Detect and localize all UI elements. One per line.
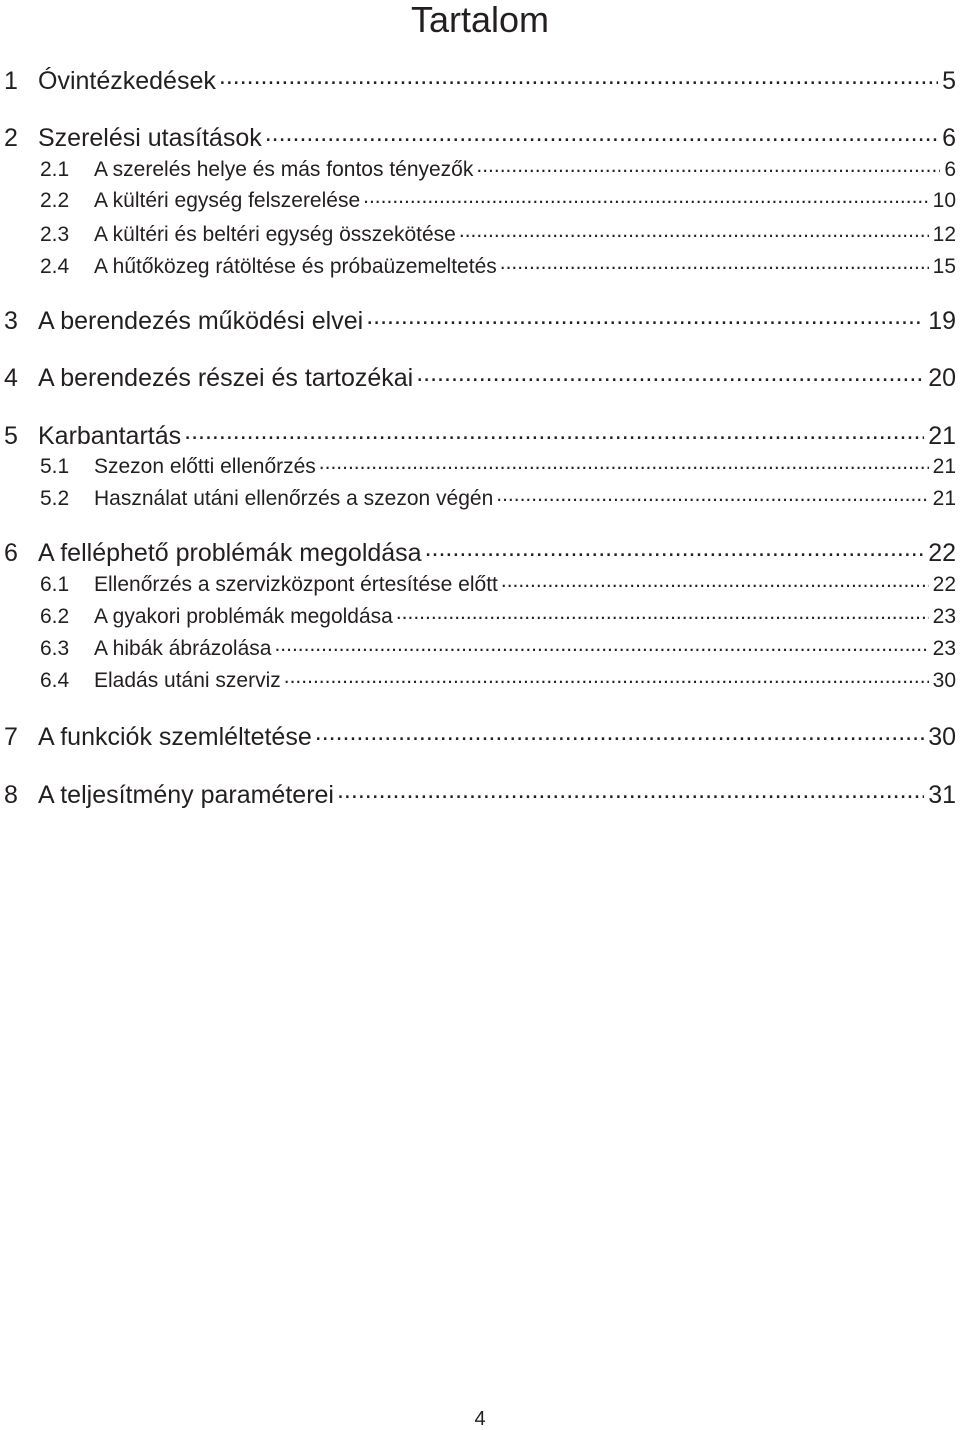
toc-entry-page: 22 [928, 539, 956, 567]
toc-entry-number: 5 [4, 422, 18, 450]
toc-entry-label: A kültéri egység felszerelése [94, 189, 361, 212]
dot-leader [337, 778, 924, 803]
toc-entry-number: 6.2 [40, 605, 70, 628]
toc-entry-page: 21 [932, 455, 956, 478]
toc-entry-label: A gyakori problémák megoldása [94, 605, 393, 628]
toc-entry-page: 6 [942, 124, 956, 152]
toc-entry-label: Szezon előtti ellenőrzés [94, 455, 316, 478]
toc-subentry[interactable] [0, 186, 960, 214]
dot-leader [366, 304, 924, 329]
toc-entry-page: 31 [928, 781, 956, 809]
toc-entry-page: 5 [942, 67, 956, 95]
toc-entry-number: 6.3 [40, 637, 70, 660]
toc-entry-number: 1 [4, 67, 18, 95]
toc-subentry[interactable] [0, 602, 960, 630]
dot-leader [319, 452, 929, 473]
toc-entry-page: 22 [932, 573, 956, 596]
toc-entry-page: 20 [928, 364, 956, 392]
toc-subentry[interactable] [0, 452, 960, 480]
toc-entry-number: 6.4 [40, 669, 70, 692]
toc-entry-page: 30 [928, 723, 956, 751]
toc-entry-page: 23 [932, 637, 956, 660]
toc-entry-label: Szerelési utasítások [38, 124, 262, 152]
dot-leader [284, 666, 929, 687]
toc-entry-label: Óvintézkedések [38, 67, 216, 95]
toc-entry-page: 21 [928, 422, 956, 450]
toc-entry-label: A hűtőközeg rátöltése és próbaüzemeltetés [94, 255, 497, 278]
toc-entry-page: 21 [932, 487, 956, 510]
toc-entry-number: 5.1 [40, 455, 70, 478]
toc-entry-label: A felléphető problémák megoldása [38, 539, 422, 567]
toc-subentry[interactable] [0, 484, 960, 512]
toc-entry-page: 23 [932, 605, 956, 628]
toc-entry[interactable] [0, 304, 960, 336]
toc-entry-number: 6 [4, 539, 18, 567]
toc-entry-number: 6.1 [40, 573, 70, 596]
toc-entry-number: 2.4 [40, 255, 70, 278]
dot-leader [476, 155, 940, 176]
toc-subentry[interactable] [0, 570, 960, 598]
toc-entry-label: Ellenőrzés a szervizközpont értesítése előtt [94, 573, 498, 596]
toc-subentry[interactable] [0, 220, 960, 248]
toc-entry-page: 6 [944, 158, 956, 181]
toc-entry-number: 8 [4, 781, 18, 809]
toc-entry-label: Használat utáni ellenőrzés a szezon végén [94, 487, 494, 510]
toc-entry[interactable] [0, 121, 960, 153]
toc-entry[interactable] [0, 536, 960, 568]
toc-entry-number: 2.2 [40, 189, 70, 212]
page-number: 4 [474, 1408, 486, 1430]
dot-leader [265, 121, 938, 146]
dot-leader [219, 64, 938, 89]
toc-entry-page: 15 [932, 255, 956, 278]
toc-entry-label: A kültéri és beltéri egység összekötése [94, 223, 456, 246]
dot-leader [501, 570, 929, 591]
toc-entry-number: 2.1 [40, 158, 70, 181]
toc-entry-page: 30 [932, 669, 956, 692]
toc-entry[interactable] [0, 778, 960, 810]
toc-subentry[interactable] [0, 634, 960, 662]
dot-leader [459, 220, 929, 241]
toc-entry[interactable] [0, 419, 960, 451]
toc-entry-page: 12 [932, 223, 956, 246]
dot-leader [184, 419, 924, 444]
toc-entry-page: 10 [932, 189, 956, 212]
dot-leader [425, 536, 925, 561]
toc-entry-label: A funkciók szemléltetése [38, 723, 312, 751]
dot-leader [315, 720, 924, 745]
toc-entry-number: 7 [4, 723, 18, 751]
toc-entry[interactable] [0, 720, 960, 752]
dot-leader [500, 252, 929, 273]
dot-leader [274, 634, 928, 655]
toc-entry-number: 4 [4, 364, 18, 392]
dot-leader [416, 361, 924, 386]
dot-leader [363, 186, 929, 207]
toc-entry[interactable] [0, 361, 960, 393]
toc-entry-number: 2.3 [40, 223, 70, 246]
dot-leader [496, 484, 928, 505]
toc-entry-label: Karbantartás [38, 422, 182, 450]
dot-leader [396, 602, 929, 623]
toc-subentry[interactable] [0, 155, 960, 183]
page-title: Tartalom [410, 0, 550, 40]
toc-entry-label: A teljesítmény paraméterei [38, 781, 334, 809]
toc-entry-label: A berendezés működési elvei [38, 307, 364, 335]
toc-subentry[interactable] [0, 666, 960, 694]
toc-entry-label: Eladás utáni szerviz [94, 669, 281, 692]
toc-entry-label: A berendezés részei és tartozékai [38, 364, 414, 392]
toc-entry-page: 19 [928, 307, 956, 335]
toc-entry-number: 2 [4, 124, 18, 152]
toc-entry-number: 5.2 [40, 487, 70, 510]
toc-entry[interactable] [0, 64, 960, 96]
toc-entry-label: A hibák ábrázolása [94, 637, 272, 660]
toc-subentry[interactable] [0, 252, 960, 280]
toc-entry-number: 3 [4, 307, 18, 335]
toc-entry-label: A szerelés helye és más fontos tényezők [94, 158, 474, 181]
